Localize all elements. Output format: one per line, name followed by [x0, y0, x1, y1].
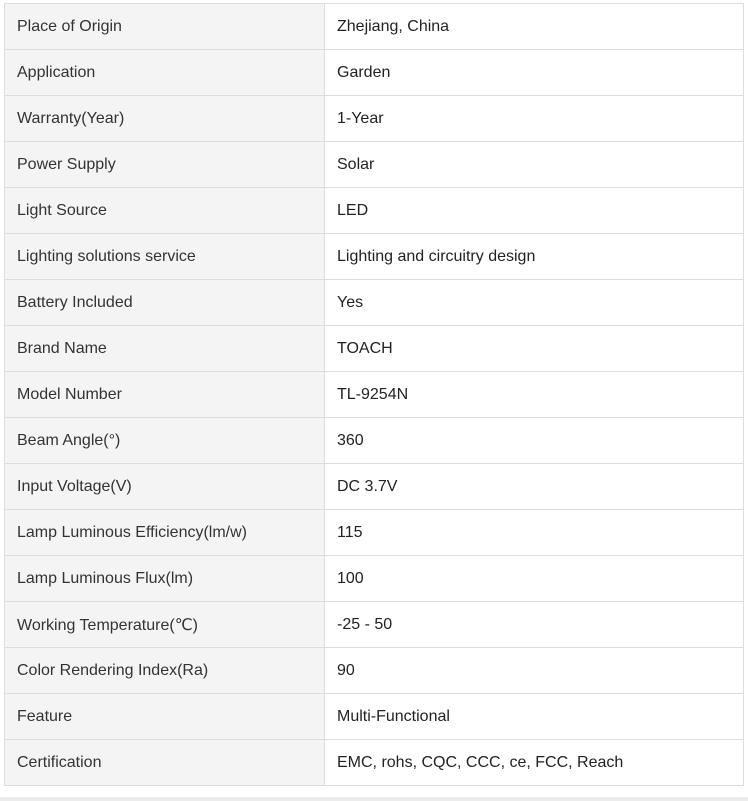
- table-row: [5, 694, 744, 740]
- spec-key: Place of Origin: [5, 4, 325, 50]
- spec-value: 1-Year: [325, 96, 744, 142]
- page-bottom-divider: [0, 797, 748, 801]
- spec-key: Working Temperature(℃): [5, 602, 325, 648]
- spec-key: Input Voltage(V): [5, 464, 325, 510]
- spec-key: Model Number: [5, 372, 325, 418]
- table-row: [5, 418, 744, 464]
- product-spec-table: [4, 3, 744, 786]
- spec-value: Zhejiang, China: [325, 4, 744, 50]
- table-row: [5, 188, 744, 234]
- spec-key: Light Source: [5, 188, 325, 234]
- table-row: [5, 510, 744, 556]
- table-row: [5, 648, 744, 694]
- spec-value: 360: [325, 418, 744, 464]
- spec-value: TOACH: [325, 326, 744, 372]
- table-row: [5, 740, 744, 786]
- spec-value: Garden: [325, 50, 744, 96]
- table-row: [5, 142, 744, 188]
- spec-key: Lamp Luminous Efficiency(lm/w): [5, 510, 325, 556]
- spec-value: -25 - 50: [325, 602, 744, 648]
- spec-value: TL-9254N: [325, 372, 744, 418]
- spec-key: Beam Angle(°): [5, 418, 325, 464]
- table-row: [5, 464, 744, 510]
- spec-key: Lighting solutions service: [5, 234, 325, 280]
- spec-value: 100: [325, 556, 744, 602]
- spec-key: Feature: [5, 694, 325, 740]
- spec-key: Lamp Luminous Flux(lm): [5, 556, 325, 602]
- spec-key: Warranty(Year): [5, 96, 325, 142]
- spec-value: DC 3.7V: [325, 464, 744, 510]
- table-row: [5, 4, 744, 50]
- spec-key: Color Rendering Index(Ra): [5, 648, 325, 694]
- spec-value: 115: [325, 510, 744, 556]
- spec-value: 90: [325, 648, 744, 694]
- table-row: [5, 372, 744, 418]
- spec-value: Solar: [325, 142, 744, 188]
- spec-value: Yes: [325, 280, 744, 326]
- table-row: [5, 556, 744, 602]
- spec-key: Application: [5, 50, 325, 96]
- spec-value: Lighting and circuitry design: [325, 234, 744, 280]
- table-row: [5, 602, 744, 648]
- table-row: [5, 326, 744, 372]
- spec-key: Battery Included: [5, 280, 325, 326]
- table-row: [5, 280, 744, 326]
- spec-value: LED: [325, 188, 744, 234]
- table-row: [5, 50, 744, 96]
- spec-key: Certification: [5, 740, 325, 786]
- table-row: [5, 234, 744, 280]
- spec-value: Multi-Functional: [325, 694, 744, 740]
- table-row: [5, 96, 744, 142]
- spec-key: Power Supply: [5, 142, 325, 188]
- spec-key: Brand Name: [5, 326, 325, 372]
- spec-value: EMC, rohs, CQC, CCC, ce, FCC, Reach: [325, 740, 744, 786]
